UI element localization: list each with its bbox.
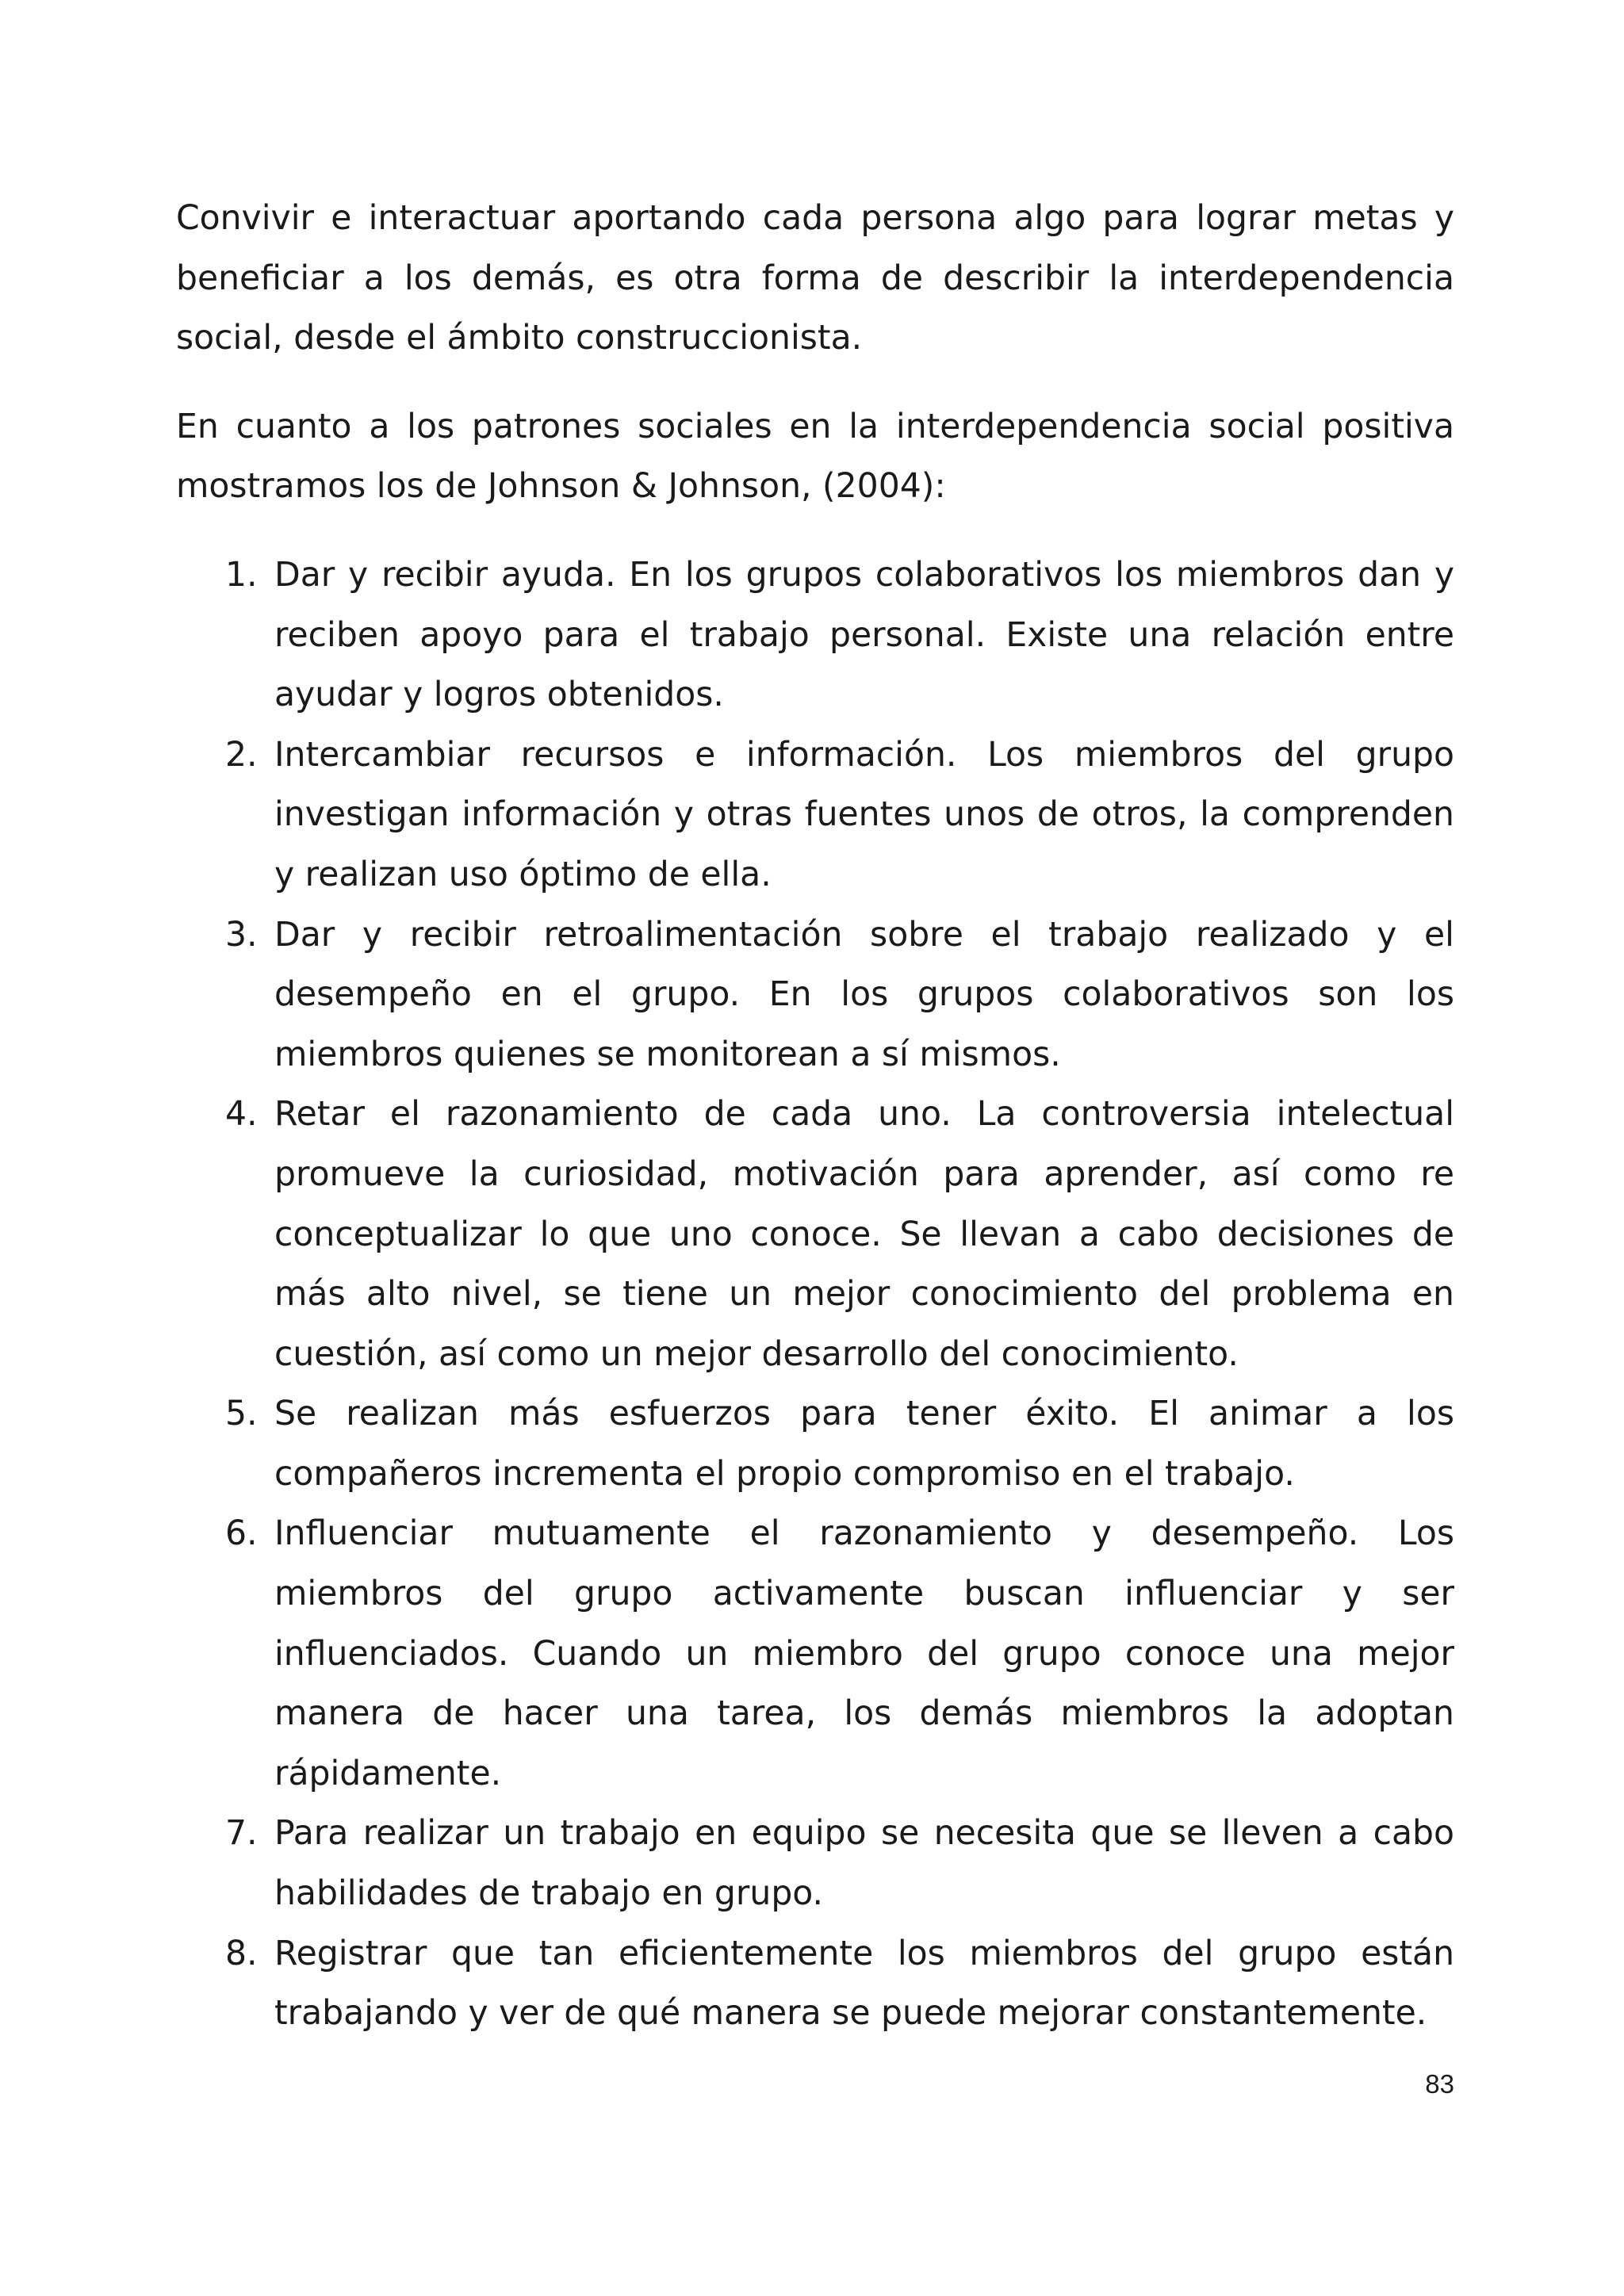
- paragraph-intro: Convivir e interactuar aportando cada persona algo para lograr metas y beneficiar a los demás, es otra forma de describir la interdependencia social, desde el ámbito construccionista.: [176, 199, 1454, 358]
- document-page: [176, 189, 1454, 2044]
- list-item: [176, 545, 1454, 725]
- page-number: 83: [1425, 2069, 1454, 2099]
- list-item-number: 4.: [225, 1095, 258, 1135]
- list-item: [176, 1504, 1454, 1804]
- list-item-text: Para realizar un trabajo en equipo se necesita que se lleven a cabo habilidades de trabajo en grupo.: [274, 1814, 1454, 1914]
- list-item: [176, 905, 1454, 1085]
- list-item-number: 8.: [225, 1934, 258, 1973]
- list-item-text: Retar el razonamiento de cada uno. La controversia intelectual promueve la curiosidad, motivación para aprender, así como re conceptualizar lo que uno conoce. Se llevan a cabo decisiones de más alto nivel, se tiene un mejor conocimiento del problema en cuestión, así como un mejor desarrollo del conocimiento.: [274, 1095, 1454, 1374]
- list-item-text: Registrar que tan eficientemente los miembros del grupo están trabajando y ver de qué manera se puede mejorar constantemente.: [274, 1934, 1454, 2034]
- list-item-text: Se realizan más esfuerzos para tener éxito. El animar a los compañeros incrementa el propio compromiso en el trabajo.: [274, 1395, 1454, 1494]
- list-item-number: 2.: [225, 735, 258, 775]
- list-item-number: 6.: [225, 1514, 258, 1554]
- list-item-number: 1.: [225, 555, 258, 595]
- list-item-text: Intercambiar recursos e información. Los miembros del grupo investigan información y otras fuentes unos de otros, la comprenden y realizan uso óptimo de ella.: [274, 735, 1454, 894]
- list-item-text: Influenciar mutuamente el razonamiento y desempeño. Los miembros del grupo activamente buscan influenciar y ser influenciados. Cuando un miembro del grupo conoce una mejor manera de hacer una tarea, los demás miembros la adoptan rápidamente.: [274, 1514, 1454, 1793]
- list-item-text: Dar y recibir ayuda. En los grupos colaborativos los miembros dan y reciben apoyo para el trabajo personal. Existe una relación entre ayudar y logros obtenidos.: [274, 555, 1454, 715]
- list-item: [176, 1924, 1454, 2044]
- list-item-number: 3.: [225, 915, 258, 955]
- list-item: [176, 1085, 1454, 1384]
- list-item-number: 7.: [225, 1814, 258, 1854]
- list-item: [176, 1384, 1454, 1504]
- list-item-text: Dar y recibir retroalimentación sobre el trabajo realizado y el desempeño en el grupo. En los grupos colaborativos son los miembros quienes se monitorean a sí mismos.: [274, 915, 1454, 1074]
- numbered-list: [176, 545, 1454, 2044]
- list-item: [176, 1804, 1454, 1923]
- list-item-number: 5.: [225, 1395, 258, 1434]
- list-item: [176, 725, 1454, 905]
- paragraph-patterns: En cuanto a los patrones sociales en la interdependencia social positiva mostramos los de Johnson & Johnson, (2004):: [176, 407, 1454, 507]
